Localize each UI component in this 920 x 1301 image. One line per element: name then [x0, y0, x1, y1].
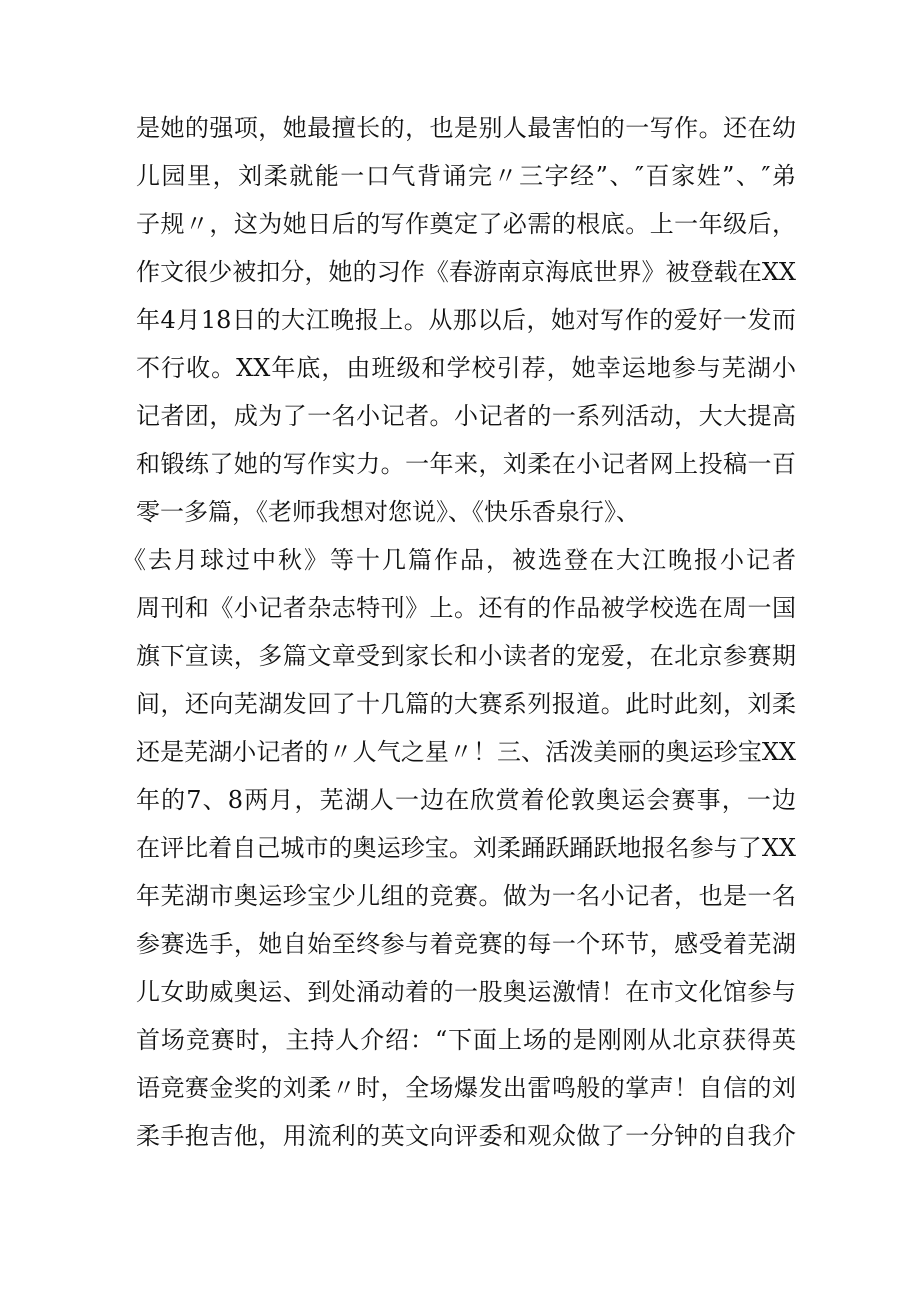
text-line: 年的7、8两月，芜湖人一边在欣赏着伦敦奥运会赛事，一边 [136, 786, 796, 814]
body-text [122, 104, 796, 1160]
text-line: 旗下宣读，多篇文章受到家长和小读者的宠爱，在北京参赛期 [136, 642, 796, 670]
text-line: 首场竞赛时，主持人介绍：“下面上场的是刚刚从北京获得英 [136, 1026, 796, 1054]
text-line: 语竞赛金奖的刘柔〃时，全场爆发出雷鸣般的掌声！自信的刘 [136, 1074, 796, 1102]
text-line: 儿园里，刘柔就能一口气背诵完〃三字经”、″百家姓”、″弟 [136, 162, 796, 190]
text-line: 儿女助威奥运、到处涌动着的一股奥运激情！在市文化馆参与 [136, 978, 796, 1006]
text-line: 周刊和《小记者杂志特刊》上。还有的作品被学校选在周一国 [136, 594, 796, 622]
text-line: 在评比着自己城市的奥运珍宝。刘柔踊跃踊跃地报名参与了XX [136, 834, 796, 862]
text-line: 年芜湖市奥运珍宝少儿组的竞赛。做为一名小记者，也是一名 [136, 882, 796, 910]
text-line: 是她的强项，她最擅长的，也是别人最害怕的一写作。还在幼 [136, 114, 796, 142]
text-line: 零一多篇，《老师我想对您说》、《快乐香泉行》、 [136, 498, 640, 526]
text-line: 和锻练了她的写作实力。一年来，刘柔在小记者网上投稿一百 [136, 450, 796, 478]
text-line: 记者团，成为了一名小记者。小记者的一系列活动，大大提高 [136, 402, 796, 430]
text-line: 不行收。XX年底，由班级和学校引荐，她幸运地参与芜湖小 [136, 354, 796, 382]
text-line: 参赛选手，她自始至终参与着竞赛的每一个环节，感受着芜湖 [136, 930, 796, 958]
text-line: 年4月18日的大江晚报上。从那以后，她对写作的爱好一发而 [136, 306, 796, 334]
text-line: 作文很少被扣分，她的习作《春游南京海底世界》被登载在XX [136, 258, 796, 286]
text-line: 柔手抱吉他，用流利的英文向评委和观众做了一分钟的自我介 [136, 1122, 796, 1150]
text-line: 间，还向芜湖发回了十几篇的大赛系列报道。此时此刻，刘柔 [136, 690, 796, 718]
text-line: 《去月球过中秋》等十几篇作品，被选登在大江晚报小记者 [122, 546, 796, 574]
text-line: 子规〃，这为她日后的写作奠定了必需的根底。上一年级后， [136, 210, 796, 238]
text-line: 还是芜湖小记者的〃人气之星〃！三、活泼美丽的奥运珍宝XX [136, 738, 796, 766]
